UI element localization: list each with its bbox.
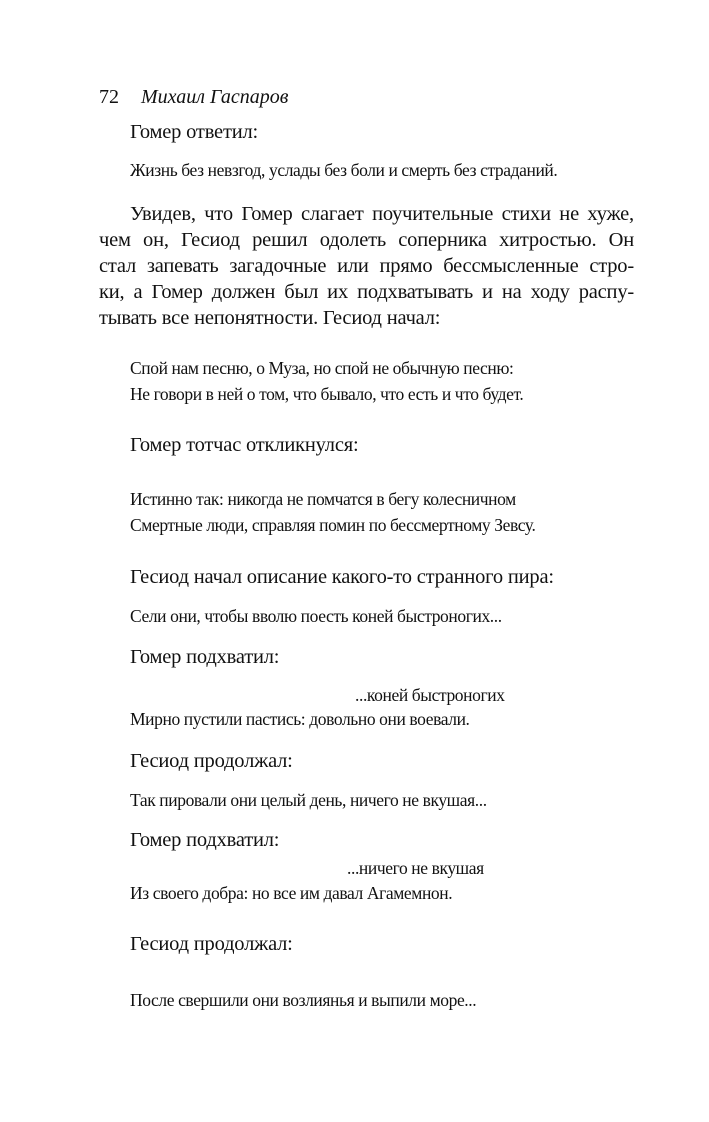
verse-line: Истинно так: никогда не помчатся в бегу колесничном — [130, 489, 516, 509]
prose-line: чем он, Гесиод решил одолеть соперника хитростью. Он — [99, 229, 634, 251]
verse-line: Не говори в ней о том, что бывало, что есть и что будет. — [130, 384, 524, 404]
verse-line: Так пировали они целый день, ничего не вкушая... — [130, 790, 487, 810]
verse-line: Спой нам песню, о Муза, но спой не обычную песню: — [130, 358, 514, 378]
verse-line: Сели они, чтобы вволю поесть коней быстроногих... — [130, 606, 502, 626]
speaker-line: Гомер подхватил: — [130, 646, 280, 668]
prose-line: ки, а Гомер должен был их подхватывать и на ходу распу- — [99, 281, 634, 303]
verse-line: Мирно пустили пастись: довольно они воевали. — [130, 709, 470, 729]
speaker-line: Гесиод продолжал: — [130, 750, 293, 772]
speaker-line: Гесиод продолжал: — [130, 933, 293, 955]
verse-line: Жизнь без невзгод, услады без боли и смерть без страданий. — [130, 160, 558, 180]
speaker-line: Гомер тотчас откликнулся: — [130, 434, 359, 456]
page-number: 72 — [99, 86, 119, 108]
verse-line: После свершили они возлиянья и выпили море... — [130, 990, 477, 1010]
verse-line: Из своего добра: но все им давал Агамемнон. — [130, 883, 453, 903]
running-header — [99, 86, 288, 109]
speaker-line: Гомер ответил: — [130, 121, 259, 143]
verse-line: Смертные люди, справляя помин по бессмертному Зевсу. — [130, 515, 536, 535]
prose-line: Увидев, что Гомер слагает поучительные стихи не хуже, — [130, 203, 634, 225]
running-head-author: Михаил Гаспаров — [141, 86, 289, 108]
prose-line: Гесиод начал описание какого-то странного пира: — [130, 566, 554, 588]
verse-line-continuation: ...коней быстроногих — [355, 685, 505, 705]
prose-line: тывать все непонятности. Гесиод начал: — [99, 307, 441, 329]
speaker-line: Гомер подхватил: — [130, 829, 280, 851]
prose-line: стал запевать загадочные или прямо бессмысленные стро- — [99, 255, 634, 277]
verse-line-continuation: ...ничего не вкушая — [347, 858, 484, 878]
